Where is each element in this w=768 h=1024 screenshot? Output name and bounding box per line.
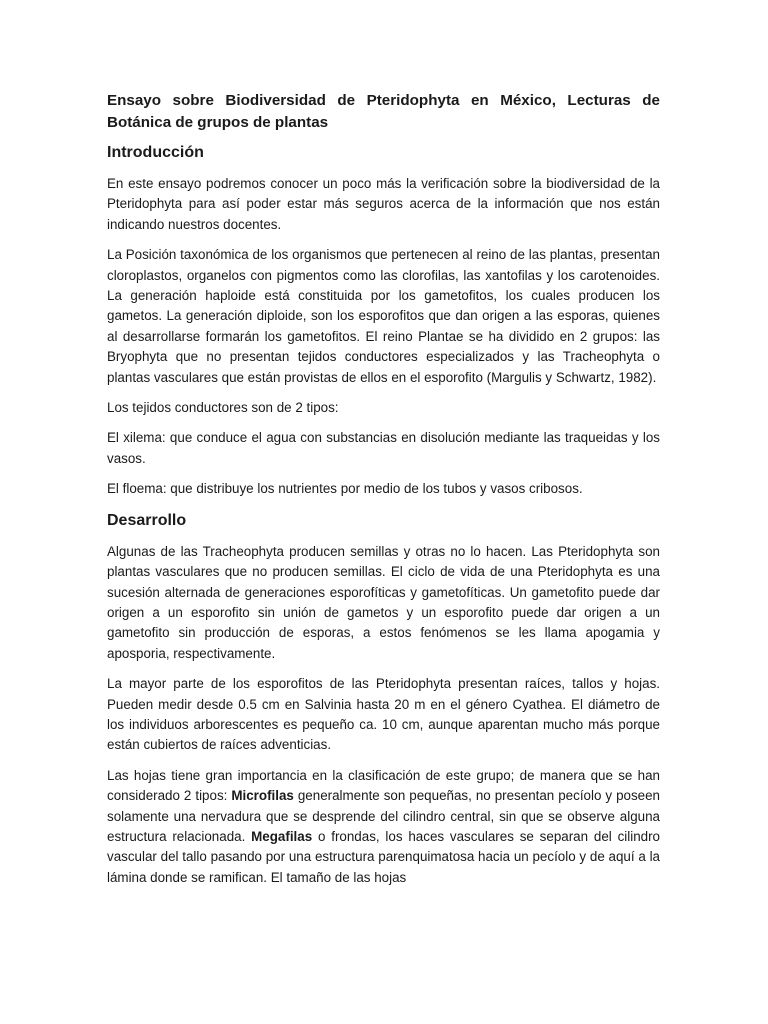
document-title: Ensayo sobre Biodiversidad de Pteridophyta en México, Lecturas de Botánica de grupos de plantas	[107, 92, 660, 131]
paragraph-intro-2: La Posición taxonómica de los organismos que pertenecen al reino de las plantas, presentan cloroplastos, organelos con pigmentos como las clorofilas, las xantofilas y los carotenoides. La generación haploide está constituida por los gametofitos, los cuales producen los gametos. La generación diploide, son los esporofitos que dan origen a las esporas, quienes al desarrollarse formarán los gametofitos. El reino Plantae se ha dividido en 2 grupos: las Bryophyta que no presentan tejidos conductores especializados y las Tracheophyta o plantas vasculares que están provistas de ellos en el esporofito (Margulis y Schwartz, 1982).	[107, 247, 660, 385]
term-megafilas: Megafilas	[251, 828, 313, 844]
paragraph-intro-1: En este ensayo podremos conocer un poco más la verificación sobre la biodiversidad de la Pteridophyta para así poder estar más seguros acerca de la información que nos están indicando nuestros docentes.	[107, 176, 660, 232]
paragraph-intro-5: El floema: que distribuye los nutrientes por medio de los tubos y vasos cribosos.	[107, 481, 583, 497]
section-heading-desarrollo: Desarrollo	[107, 511, 187, 529]
term-microfilas: Microfilas	[231, 788, 294, 804]
paragraph-intro-4: El xilema: que conduce el agua con substancias en disolución mediante las traqueidas y los vasos.	[107, 430, 660, 466]
document-page	[107, 90, 660, 898]
section-heading-introduccion: Introducción	[107, 144, 204, 161]
paragraph-desarrollo-2: La mayor parte de los esporofitos de las Pteridophyta presentan raíces, tallos y hojas. Pueden medir desde 0.5 cm en Salvinia hasta 20 m en el género Cyathea. El diámetro de los individuos arborescentes es pequeño ca. 10 cm, aunque aparentan mucho más porque están cubiertos de raíces adventicias.	[107, 676, 660, 753]
paragraph-desarrollo-3-part1: Las hojas tiene gran importancia en la clasificación de este grupo; de manera que se han considerado 2 tipos:	[107, 767, 660, 804]
paragraph-desarrollo-3-part3: o frondas, los haces vasculares se separan del cilindro vascular del tallo pasando por una estructura parenquimatosa hacia un pecíolo y de aquí a la lámina donde se ramifican. El tamaño de las hojas	[107, 828, 660, 885]
paragraph-desarrollo-3-part2: generalmente son pequeñas, no presentan pecíolo y poseen solamente una nervadura que se desprende del cilindro central, sin que se observe alguna estructura relacionada.	[107, 788, 660, 844]
paragraph-desarrollo-1: Algunas de las Tracheophyta producen semillas y otras no lo hacen. Las Pteridophyta son plantas vasculares que no producen semillas. El ciclo de vida de una Pteridophyta es una sucesión alternada de generaciones esporofíticas y gametofíticas. Un gametofito puede dar origen a un esporofito sin unión de gametos y un esporofito puede dar origen a un gametofito sin producción de esporas, a estos fenómenos se les llama apogamia y aposporia, respectivamente.	[107, 543, 660, 661]
paragraph-desarrollo-3	[107, 766, 660, 888]
paragraph-intro-3: Los tejidos conductores son de 2 tipos:	[107, 400, 339, 416]
